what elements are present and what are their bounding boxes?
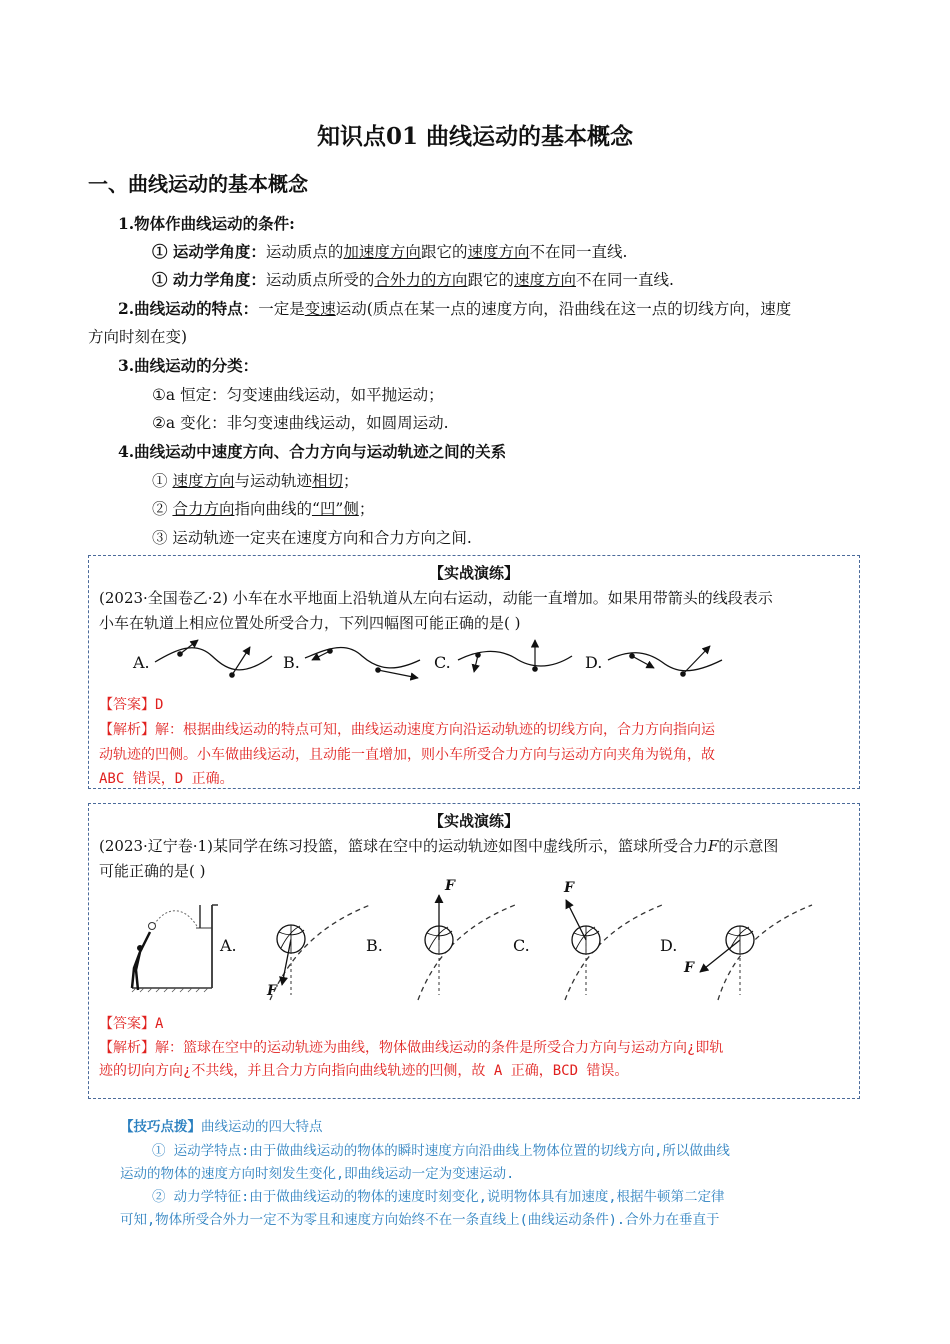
classification-heading: 3.曲线运动的分类： — [118, 356, 259, 375]
tip-line-2: 运动的物体的速度方向时刻发生变化,即曲线运动一定为变速运动. — [120, 1166, 515, 1182]
practice-heading: 【实战演练】 — [428, 812, 519, 830]
tip-title: 曲线运动的四大特点 — [201, 1119, 323, 1135]
classification-item-2: ②a 变化：非匀变速曲线运动，如圆周运动. — [152, 414, 449, 432]
text: 指向曲线的 — [234, 500, 312, 518]
analysis-2-line-1: 【解析】解：篮球在空中的运动轨迹为曲线，物体做曲线运动的条件是所受合力方向与运动方向¿即轨 — [99, 1040, 724, 1056]
analysis-1-line-2: 动轨迹的凹侧。小车做曲线运动，且动能一直增加，则小车所受合力方向与运动方向夹角为锐角，故 — [99, 747, 715, 763]
text: 不在同一直线. — [575, 271, 674, 289]
player-hoop-illustration — [132, 905, 218, 992]
answer-1: 【答案】D — [99, 697, 164, 713]
underlined-term: 速度方向 — [467, 243, 530, 261]
option-d-label: D. — [660, 936, 678, 955]
underlined-term: 速度方向 — [513, 271, 576, 289]
option-b-basketball — [418, 895, 515, 1000]
force-label-c: F — [564, 880, 574, 896]
option-c-label: C. — [513, 936, 530, 955]
text: 与运动轨迹 — [234, 472, 312, 490]
text: 跟它的 — [420, 243, 468, 261]
feature-line-cont: 方向时刻在变) — [88, 328, 188, 346]
text: 运动质点所受的 — [265, 271, 375, 289]
analysis-2-line-2: 迹的切向方向¿不共线，并且合力方向指向曲线轨迹的凹侧，故 A 正确，BCD 错误。 — [99, 1063, 629, 1079]
text: 一定是 — [258, 300, 305, 318]
text: ① — [152, 472, 173, 490]
underlined-term: 合外力的方向 — [374, 271, 468, 289]
text: ； — [342, 472, 359, 490]
underlined-term: 合力方向 — [172, 500, 235, 518]
question-line-1: (2023·全国卷乙·2) 小车在水平地面上沿轨道从左向右运动，动能一直增加。如果用带箭头的线段表示 — [99, 589, 773, 607]
option-d-basketball — [700, 905, 812, 1000]
text: ； — [358, 500, 375, 518]
kinematics-lead: ① 运动学角度： — [152, 242, 266, 261]
tip-line-4: 可知,物体所受合外力一定不为零且和速度方向始终不在一条直线上(曲线运动条件).合外力在垂直于 — [120, 1212, 720, 1228]
option-d-label: D. — [585, 653, 603, 672]
text: 运动质点的 — [265, 243, 344, 261]
text: ② — [152, 500, 173, 518]
feature-lead: 2.曲线运动的特点： — [118, 299, 259, 318]
tip-heading — [120, 1115, 323, 1135]
analysis-1-line-3: ABC 错误，D 正确。 — [99, 771, 234, 787]
tip-line-1: ① 运动学特点:由于做曲线运动的物体的瞬时速度方向沿曲线上物体位置的切线方向,所以做曲线 — [152, 1143, 730, 1159]
force-label-a: F — [267, 983, 277, 999]
tip-line-3: ② 动力学特征:由于做曲线运动的物体的速度时刻变化,说明物体具有加速度,根据牛顿第二定律 — [152, 1189, 725, 1205]
answer-2: 【答案】A — [99, 1016, 164, 1032]
text: 不在同一直线. — [529, 243, 628, 261]
underlined-term: 相切 — [311, 472, 343, 490]
condition-heading: 1.物体作曲线运动的条件: — [118, 214, 295, 233]
relation-item-3: ③ 运动轨迹一定夹在速度方向和合力方向之间. — [152, 529, 472, 547]
option-a-label: A. — [220, 936, 237, 955]
relation-heading: 4.曲线运动中速度方向、合力方向与运动轨迹之间的关系 — [118, 442, 507, 461]
text: 跟它的 — [467, 271, 514, 289]
option-c-basketball — [565, 900, 662, 1000]
option-b-label: B. — [283, 653, 300, 672]
classification-item-1: ①a 恒定：匀变速曲线运动，如平抛运动； — [152, 386, 444, 404]
option-a-basketball — [270, 905, 370, 1000]
question-line-2: 可能正确的是( ) — [99, 862, 206, 880]
text: 的示意图 — [718, 837, 779, 855]
section-heading: 一、曲线运动的基本概念 — [88, 172, 308, 196]
page-title: 知识点01 曲线运动的基本概念 — [316, 123, 633, 150]
underlined-term: “凹”侧 — [311, 500, 359, 518]
underlined-term: 加速度方向 — [343, 243, 421, 261]
force-label-d: F — [684, 960, 694, 976]
underlined-term: 变速 — [304, 300, 336, 318]
practice-heading: 【实战演练】 — [428, 564, 519, 582]
underlined-term: 速度方向 — [172, 472, 235, 490]
option-b-label: B. — [366, 936, 383, 955]
dynamics-lead: ① 动力学角度： — [152, 270, 266, 289]
analysis-1-line-1: 【解析】解：根据曲线运动的特点可知，曲线运动速度方向沿运动轨迹的切线方向，合力方向指向运 — [99, 722, 715, 738]
option-a-label: A. — [133, 653, 150, 672]
text: 运动(质点在某一点的速度方向，沿曲线在这一点的切线方向，速度 — [335, 300, 792, 318]
question-line-2: 小车在轨道上相应位置处所受合力，下列四幅图可能正确的是( ) — [99, 614, 521, 632]
force-symbol: F — [707, 837, 719, 855]
force-label-b: F — [445, 878, 455, 894]
tip-lead: 【技巧点拨】 — [120, 1119, 201, 1135]
text: (2023·辽宁卷·1)某同学在练习投篮，篮球在空中的运动轨迹如图中虚线所示，篮球所受合力 — [99, 837, 708, 855]
option-c-label: C. — [434, 653, 451, 672]
